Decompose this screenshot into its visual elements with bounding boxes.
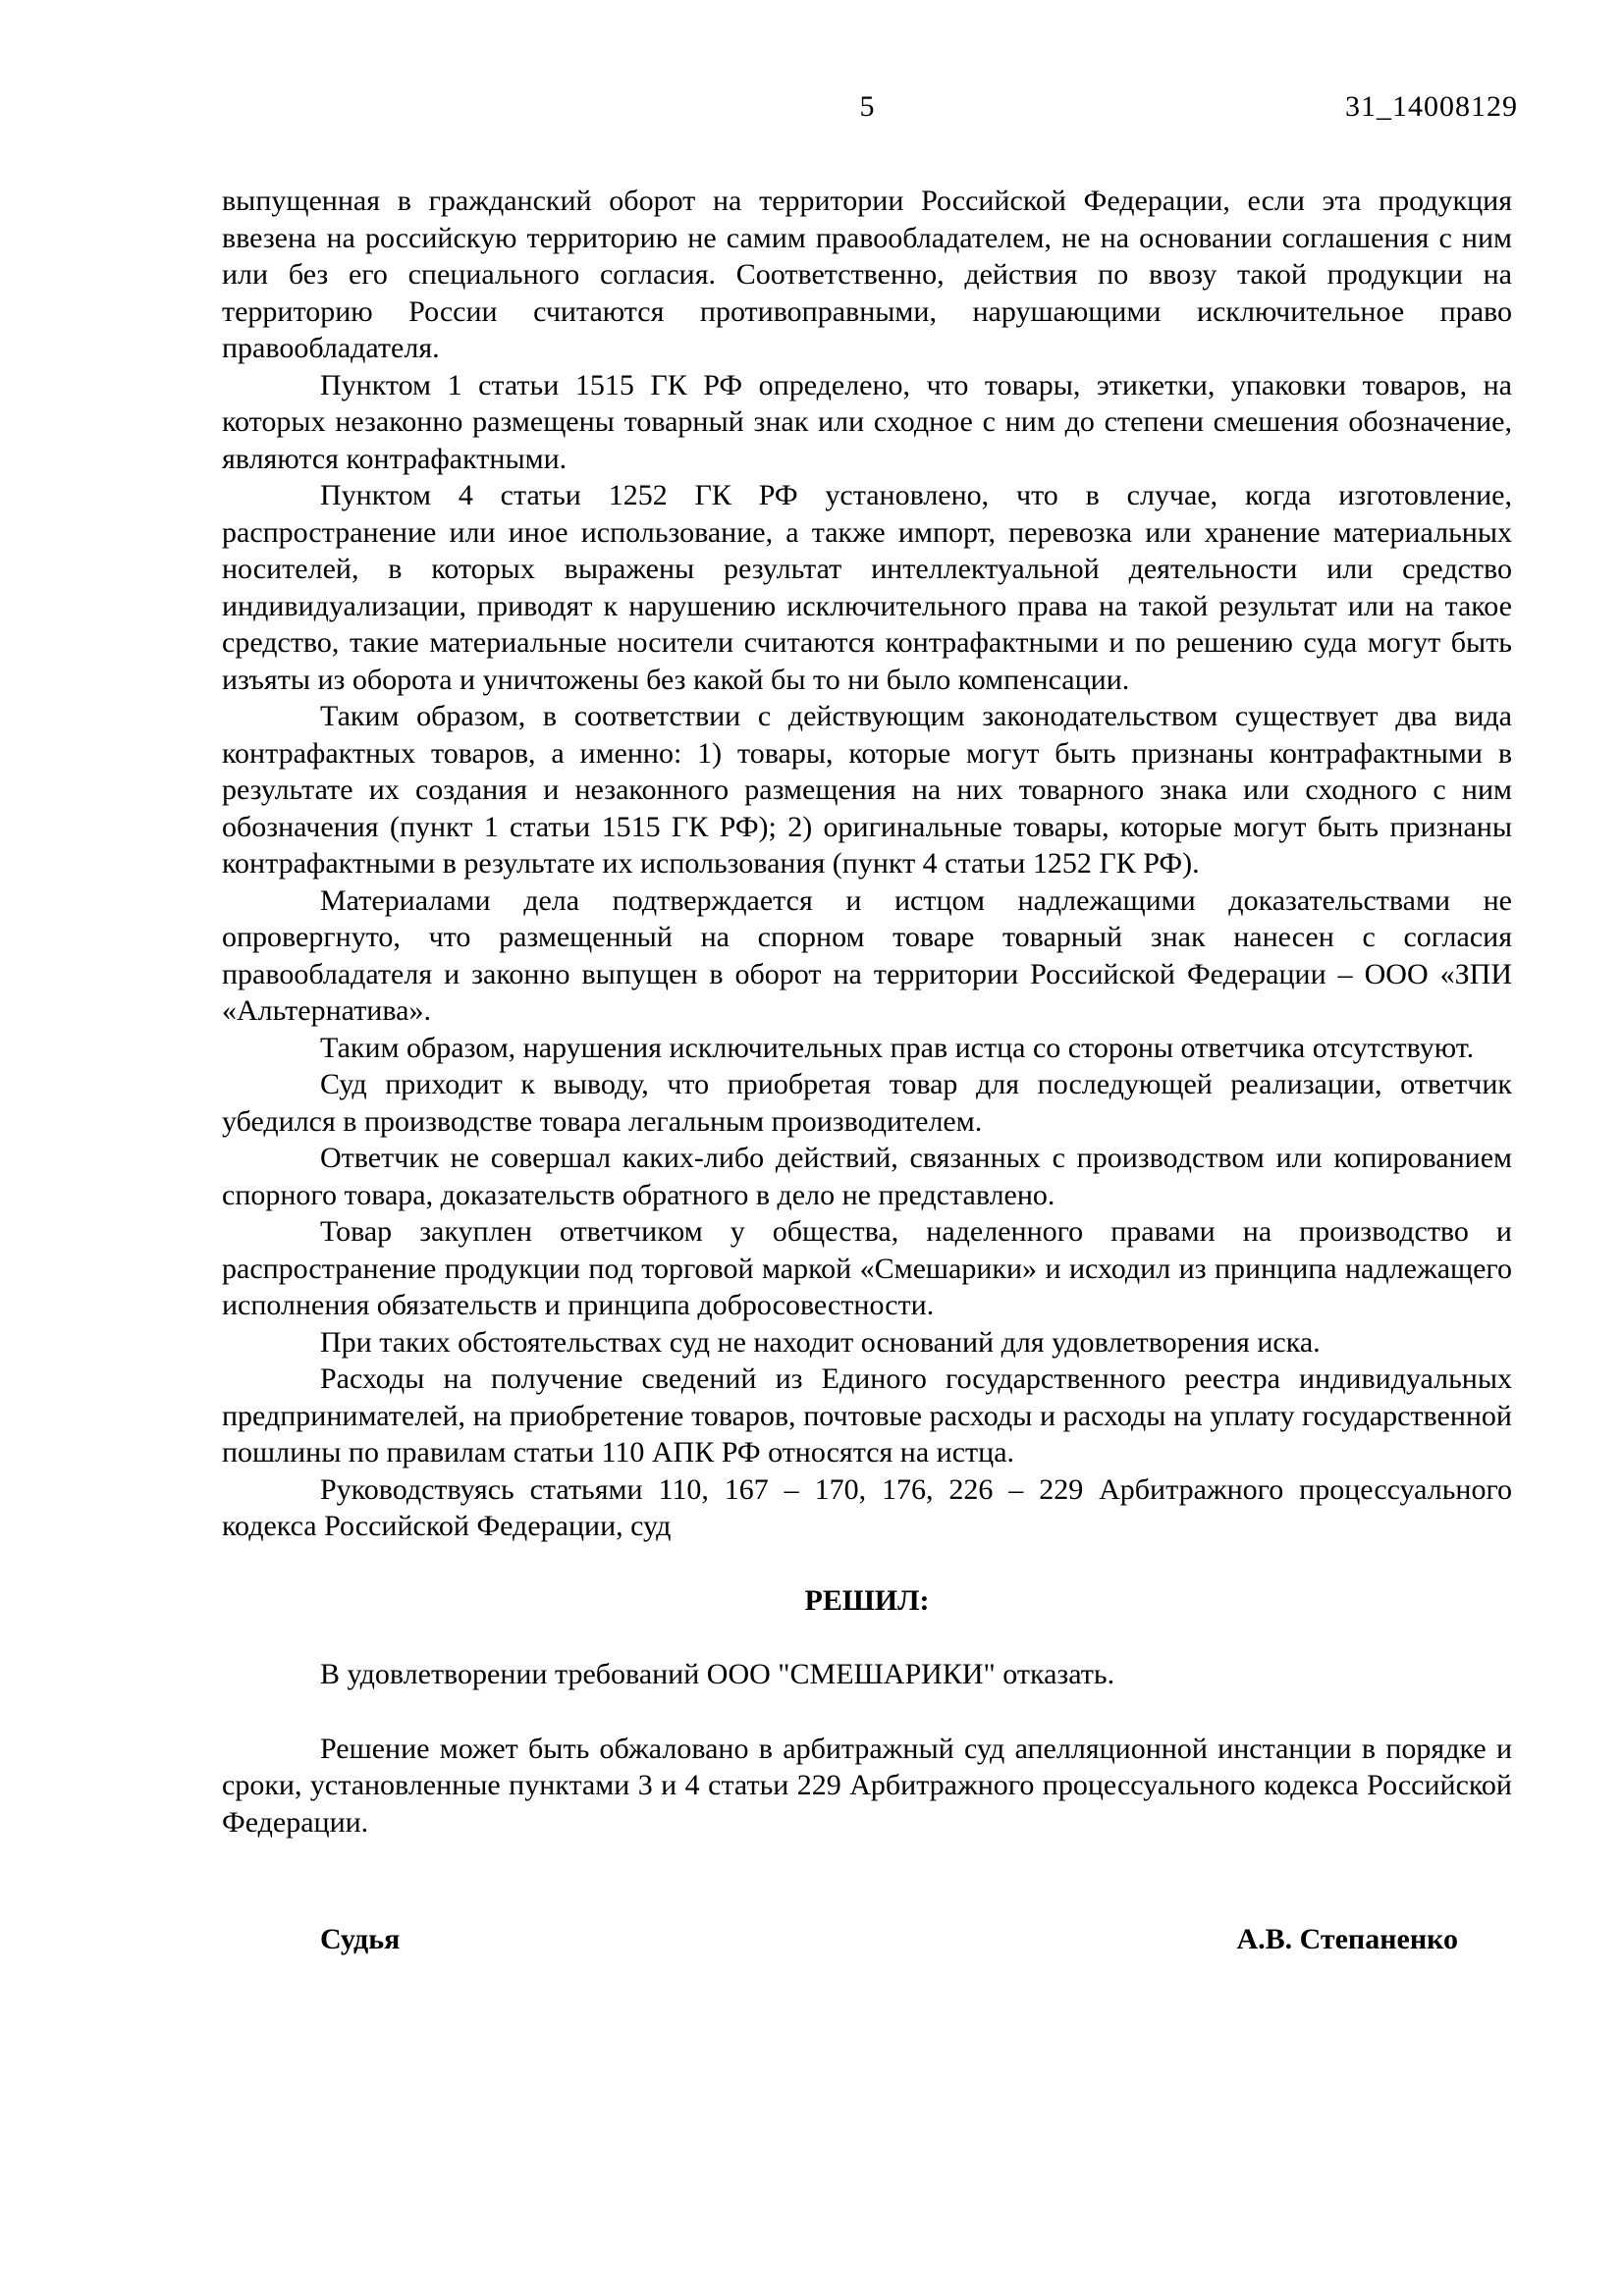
signature-block [222, 1921, 1512, 1958]
paragraph: Таким образом, в соответствии с действующим законодательством существует два вида контрафактных товаров, а именно: 1) товары, которые могут быть признаны контрафактными в результате их создания и незаконного размещения на них товарного знака или сходного с ним обозначения (пункт 1 статьи 1515 ГК РФ); 2) оригинальные товары, которые могут быть признаны контрафактными в результате их использования (пункт 4 статьи 1252 ГК РФ). [222, 700, 1512, 880]
page-header [222, 88, 1518, 126]
judge-role-label: Судья [320, 1923, 401, 1955]
paragraph: Материалами дела подтверждается и истцом надлежащими доказательствами не опровергнуто, что размещенный на спорном товаре товарный знак нанесен с согласия правообладателя и законно выпущен в оборот на территории Российской Федерации – ООО «ЗПИ «Альтернатива». [222, 883, 1512, 1027]
paragraph: Таким образом, нарушения исключительных прав истца со стороны ответчика отсутствуют. [320, 1031, 1475, 1064]
paragraph: Расходы на получение сведений из Единого государственного реестра индивидуальных предпринимателей, на приобретение товаров, почтовые расходы и расходы на уплату государственной пошлины по правилам статьи 110 АПК РФ относятся на истца. [222, 1362, 1512, 1468]
resolution-decision: В удовлетворении требований ООО "СМЕШАРИКИ" отказать. [320, 1658, 1115, 1690]
paragraph: Суд приходит к выводу, что приобретая товар для последующей реализации, ответчик убедился в производстве товара легальным производителем. [222, 1068, 1512, 1138]
paragraph: Товар закуплен ответчиком у общества, наделенного правами на производство и распространение продукции под торговой маркой «Смешарики» и исходил из принципа надлежащего исполнения обязательств и принципа добросовестности. [222, 1215, 1512, 1321]
resolution-appeal-notice: Решение может быть обжаловано в арбитражный суд апелляционной инстанции в порядке и сроки, установленные пунктами 3 и 4 статьи 229 Арбитражного процессуального кодекса Российской Федерации. [222, 1732, 1512, 1839]
paragraph: Руководствуясь статьями 110, 167 – 170, 176, 226 – 229 Арбитражного процессуального кодекса Российской Федерации, суд [222, 1472, 1512, 1542]
decision-body [222, 183, 1512, 1545]
page-number: 5 [859, 90, 875, 123]
paragraph-continuation: выпущенная в гражданский оборот на территории Российской Федерации, если эта продукция ввезена на российскую территорию не самим правообладателем, не на основании соглашения с ним или без его специального согласия. Соответственно, действия по ввозу такой продукции на территорию России считаются противоправными, нарушающими исключительное право правообладателя. [222, 185, 1512, 364]
resolution-heading: РЕШИЛ: [804, 1583, 930, 1617]
paragraph: Пунктом 1 статьи 1515 ГК РФ определено, что товары, этикетки, упаковки товаров, на которых незаконно размещены товарный знак или сходное с ним до степени смешения обозначение, являются контрафактными. [222, 368, 1512, 475]
case-number: 31_14008129 [1345, 90, 1518, 123]
judge-name: А.В. Степаненко [1236, 1923, 1458, 1955]
resolution-section [222, 1582, 1512, 1842]
paragraph: Пунктом 4 статьи 1252 ГК РФ установлено, что в случае, когда изготовление, распространение или иное использование, а также импорт, перевозка или хранение материальных носителей, в которых выражены результат интеллектуальной деятельности или средство индивидуализации, приводят к нарушению исключительного права на такой результат или на такое средство, такие материальные носители считаются контрафактными и по решению суда могут быть изъяты из оборота и уничтожены без какой бы то ни было компенсации. [222, 479, 1512, 696]
paragraph: Ответчик не совершал каких-либо действий, связанных с производством или копированием спорного товара, доказательств обратного в дело не представлено. [222, 1142, 1512, 1211]
paragraph: При таких обстоятельствах суд не находит оснований для удовлетворения иска. [320, 1325, 1321, 1359]
